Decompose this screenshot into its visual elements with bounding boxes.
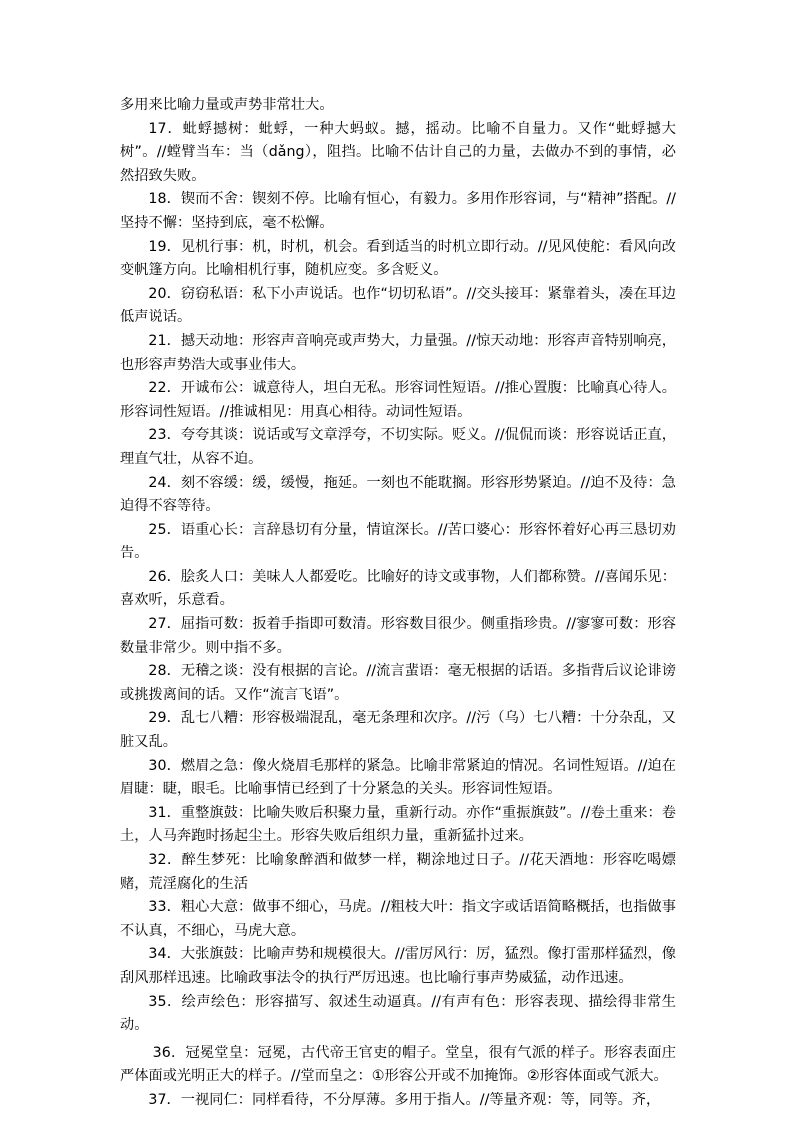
paragraph-33: 33．粗心大意：做事不细心，马虎。//粗枝大叶：指文字或话语简略概括，也指做事不认真，不细心，马虎大意。 [120,899,676,939]
paragraph-25: 25．语重心长：言辞恳切有分量，情谊深长。//苦口婆心：形容怀着好心再三恳切劝告。 [120,521,676,562]
paragraph-37: 37．一视同仁：同样看待，不分厚薄。多用于指人。//等量齐观：等，同等。齐， [148,1091,661,1108]
paragraph-31: 31．重整旗鼓：比喻失败后积聚力量，重新行动。亦作“重振旗鼓”。//卷土重来：卷土，人马奔跑时扬起尘土。形容失败后组织力量，重新猛扑过来。 [120,804,676,845]
paragraph-28: 28．无稽之谈：没有根据的言论。//流言蜚语：毫无根据的话语。多指背后议论诽谤或挑拨离间的话。又作“流言飞语”。 [120,663,676,703]
paragraph-29: 29．乱七八糟：形容极端混乱，毫无条理和次序。//污（乌）七八糟：十分杂乱，又脏又乱。 [120,710,676,751]
paragraph-26: 26．脍炙人口：美味人人都爱吃。比喻好的诗文或事物，人们都称赞。//喜闻乐见：喜欢听，乐意看。 [120,568,676,609]
paragraph-21: 21．撼天动地：形容声音响亮或声势大，力量强。//惊天动地：形容声音特别响亮，也形容声势浩大或事业伟大。 [120,332,676,373]
paragraph-23: 23．夸夸其谈：说话或写文章浮夸，不切实际。贬义。//侃侃而谈：形容说话正直，理直气壮，从容不迫。 [120,427,676,467]
paragraph-34: 34．大张旗鼓：比喻声势和规模很大。//雷厉风行：厉，猛烈。像打雷那样猛烈，像刮风那样迅速。比喻政事法令的执行严厉迅速。也比喻行事声势威猛，动作迅速。 [120,946,676,986]
paragraph-20: 20．窃窃私语：私下小声说话。也作“切切私语”。//交头接耳：紧靠着头，凑在耳边低声说话。 [120,285,676,326]
paragraph-30: 30．燃眉之急：像火烧眉毛那样的紧急。比喻非常紧迫的情况。名词性短语。//迫在眉睫：睫，眼毛。比喻事情已经到了十分紧急的关头。形容词性短语。 [120,757,676,798]
paragraph-32: 32．醉生梦死：比喻象醉酒和做梦一样，糊涂地过日子。//花天酒地：形容吃喝嫖赌，荒淫腐化的生活 [120,852,676,892]
paragraph-0: 多用来比喻力量或声势非常壮大。 [120,97,334,113]
paragraph-35: 35．绘声绘色：形容描写、叙述生动逼真。//有声有色：形容表现、描绘得非常生动。 [120,993,676,1034]
paragraph-18: 18．锲而不舍：锲刻不停。比喻有恒心，有毅力。多用作形容词，与“精神”搭配。//坚持不懈：坚持到底，毫不松懈。 [120,191,676,231]
document-page [120,94,676,1113]
paragraph-24: 24．刻不容缓：缓，缓慢，拖延。一刻也不能耽搁。形容形势紧迫。//迫不及待：急迫得不容等待。 [120,474,676,515]
paragraph-27: 27．屈指可数：扳着手指即可数清。形容数目很少。侧重指珍贵。//寥寥可数：形容数量非常少。则中指不多。 [120,616,676,656]
paragraph-36: 36．冠冕堂皇：冠冕，古代帝王官吏的帽子。堂皇，很有气派的样子。形容表面庄严体面或光明正大的样子。//堂而皇之：①形容公开或不加掩饰。②形容体面或气派大。 [120,1044,676,1085]
paragraph-19: 19．见机行事：机，时机，机会。看到适当的时机立即行动。//见风使舵：看风向改变帆篷方向。比喻相机行事，随机应变。多含贬义。 [120,238,676,279]
paragraph-17: 17．蚍蜉撼树：蚍蜉，一种大蚂蚁。撼，摇动。比喻不自量力。又作“蚍蜉撼大树”。//螳臂当车：当（dǎng），阻挡。比喻不估计自己的力量，去做办不到的事情，必然招致失败。 [120,120,676,184]
paragraph-22: 22．开诚布公：诚意待人，坦白无私。形容词性短语。//推心置腹：比喻真心待人。形容词性短语。//推诚相见：用真心相待。动词性短语。 [120,380,676,420]
